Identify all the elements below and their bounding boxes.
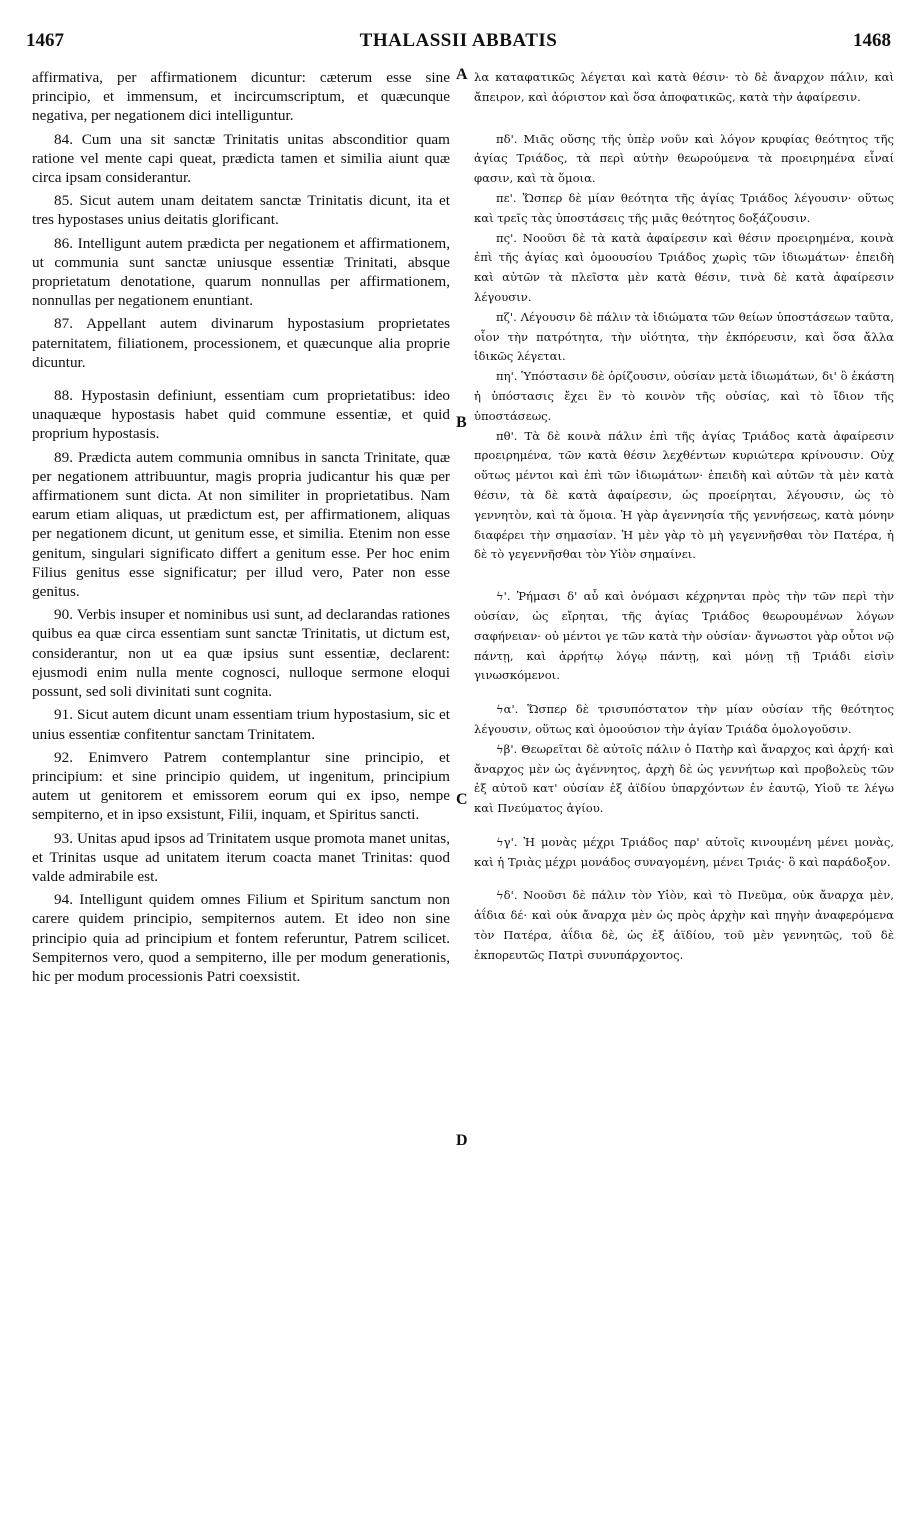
- latin-paragraph: 85. Sicut autem unam deitatem sanctæ Trinitatis dicunt, ita et tres hypostases unius deitatis glorificant.: [32, 192, 450, 229]
- page-number-right: 1468: [853, 30, 891, 51]
- latin-paragraph: 84. Cum una sit sanctæ Trinitatis unitas absconditior quam ratione vel mente capi queat, prædicta tamen et similia aiunt quæ circa ipsam considerantur.: [32, 130, 450, 187]
- greek-paragraph: πδ'. Μιᾶς οὔσης τῆς ὑπὲρ νοῦν καὶ λόγον κρυφίας θεότητος τῆς ἁγίας Τριάδος, τὰ περὶ αὐτὴν θεωρούμενα τὰ προειρημένα εἶναί φασιν, καὶ τὰ ὅμοια.: [474, 131, 894, 186]
- latin-paragraph: 90. Verbis insuper et nominibus usi sunt, ad declarandas rationes quibus ea quæ circa essentiam sunt sanctæ Trinitatis, ut dictum est, considerantur, non ut ea quæ ipsius sunt essentiæ, declarent: ejusmodi enim nulla mente cognosci, nulloque sermone eloqui possunt, sed soli divinitati sunt cognita.: [32, 606, 450, 701]
- section-marker-a: A: [456, 66, 468, 83]
- greek-paragraph: ϟγ'. Ἡ μονὰς μέχρι Τριάδος παρ' αὐτοῖς κινουμένη μένει μονὰς, καὶ ἡ Τριὰς μέχρι μονάδος συναγομένη, μένει Τριάς· ὃ καὶ παράδοξον.: [474, 834, 894, 869]
- running-header: [26, 30, 891, 60]
- greek-paragraph: πε'. Ὥσπερ δὲ μίαν θεότητα τῆς ἁγίας Τριάδος λέγουσιν· οὕτως καὶ τρεῖς τὰς ὑποστάσεις τῆς μιᾶς θεότητος δοξάζουσιν.: [474, 190, 894, 225]
- running-title: THALASSII ABBATIS: [359, 30, 558, 51]
- greek-paragraph: λα καταφατικῶς λέγεται καὶ κατὰ θέσιν· τὸ δὲ ἄναρχον πάλιν, καὶ ἄπειρον, καὶ ἀόριστον καὶ ὅσα ἀποφατικῶς, κατὰ τὴν ἀφαίρεσιν.: [474, 70, 894, 104]
- greek-paragraph: ϟδ'. Νοοῦσι δὲ πάλιν τὸν Υἱὸν, καὶ τὸ Πνεῦμα, οὐκ ἄναρχα μὲν, ἀΐδια δέ· καὶ οὐκ ἄναρχα μὲν ὡς πρὸς ἀρχὴν καὶ πηγὴν ἀναφερόμενα τὸν Πατέρα, ἀΐδια δὲ, ὡς ἐξ ἀϊδίου, τοῦ μὲν γεννητῶς, τοῦ δὲ ἐκπορευτῶς Πατρὶ συνυπάρχοντος.: [474, 888, 894, 962]
- latin-paragraph: 91. Sicut autem dicunt unam essentiam trium hypostasium, sic et unius essentiæ confitentur sanctam Trinitatem.: [32, 706, 450, 743]
- greek-paragraph: ϟα'. Ὥσπερ δὲ τρισυπόστατον τὴν μίαν οὐσίαν τῆς θεότητος λέγουσιν, οὕτως καὶ ὁμοούσιον τὴν ἁγίαν Τριάδα ὁμολογοῦσιν.: [474, 702, 894, 736]
- latin-paragraph: 94. Intelligunt quidem omnes Filium et Spiritum sanctum non carere quidem principio, sempiternos autem. Et ideo non sine principio quia ad principium et fontem referuntur, Patrem scilicet. Sempiternos vero, quod a sempiterno, ille per modum generationis, hic per modum processionis Patri coexsistit.: [32, 891, 450, 985]
- latin-paragraph: affirmativa, per affirmationem dicuntur: cæterum esse sine principio, et immensum, et incircumscriptum, et quæcunque negativa, per negationem dici intelliguntur.: [32, 69, 450, 125]
- greek-paragraph: πζ'. Λέγουσιν δὲ πάλιν τὰ ἰδιώματα τῶν θείων ὑποστάσεων ταῦτα, οἷον τὴν πατρότητα, τὴν υἱότητα, τὴν ἐκπόρευσιν, καὶ ὅσα ἄλλα ἰδικῶς λέγεται.: [474, 309, 894, 364]
- greek-paragraph: πς'. Νοοῦσι δὲ τὰ κατὰ ἀφαίρεσιν καὶ θέσιν προειρημένα, κοινὰ ἐπὶ τῆς ἁγίας καὶ ὁμοουσίου Τριάδος χωρὶς τῶν ἰδιωμάτων· ἐπειδὴ καὶ αὐτῶν τὰ πλεῖστα μὲν κατὰ θέσιν, τινὰ δὲ κατὰ ἀφαίρεσιν λέγουσιν.: [474, 230, 894, 304]
- latin-paragraph: 93. Unitas apud ipsos ad Trinitatem usque promota manet unitas, et Trinitas usque ad unitatem iterum coacta manet Trinitas: quod valde admirabile est.: [32, 829, 450, 885]
- latin-paragraph: 87. Appellant autem divinarum hypostasium proprietates paternitatem, filiationem, processionem, et quæcunque alia proprie dicuntur.: [32, 315, 450, 371]
- greek-paragraph: πθ'. Τὰ δὲ κοινὰ πάλιν ἐπὶ τῆς ἁγίας Τριάδος κατὰ ἀφαίρεσιν προειρημένα, τῶν κατὰ θέσιν λεχθέντων κυριώτερα κρίνουσιν. Οὐχ οὕτως μέντοι καὶ ἐπὶ τῶν ἰδιωμάτων· ἐπειδὴ καὶ αὐτῶν τὰ μὲν κατὰ θέσιν, τὰ δὲ κατὰ ἀφαίρεσιν, ὡς προείρηται, λέγουσιν, ὡς τὸ γεννητὸν, καὶ τὰ ὅμοια. Ἡ γὰρ ἀγεννησία τῆς γεννήσεως, κατὰ μόνην διαφέρει τὴν σημασίαν. Ἡ μὲν γὰρ τὸ μὴ γεγεννῆσθαι τὸν Πατέρα, ἡ δὲ τὸ γεγεννῆσθαι τὸν Υἱὸν σημαίνει.: [474, 428, 894, 562]
- greek-paragraph: ϟ'. Ῥήμασι δ' αὖ καὶ ὀνόμασι κέχρηνται πρὸς τὴν τῶν περὶ τὴν οὐσίαν, ὡς εἴρηται, τῆς ἁγίας Τριάδος θεωρουμένων λόγων σαφήνειαν· οὐ μέντοι γε τῶν κατὰ τὴν οὐσίαν· ἄγνωστοι γὰρ οὗτοι νῷ πάντῃ, καὶ ἀρρήτῳ λόγῳ πάντῃ, καὶ μόνῃ τῇ Τριάδι εἰσὶν γινωσκόμενοι.: [474, 589, 894, 683]
- latin-paragraph: 89. Prædicta autem communia omnibus in sancta Trinitate, quæ per negationem attribuuntur, magis propria judicantur his quæ per affirmationem sunt dicta. At non similiter in proprietatibus. Nam earum etiam aliquas, ut prædictum est, per affirmationem, aliquas per negationem dicunt, ut genitum esse, et similia. Etenim non esse genitum, singulari significato differt a genitum esse. Per hoc enim Filius genitus esse significatur; per illud vero, Pater non esse genitus.: [32, 448, 450, 601]
- latin-paragraph: 88. Hypostasin definiunt, essentiam cum proprietatibus: ideo unaquæque hypostasis habet quid commune essentiæ, et quid proprium hypostasis.: [32, 387, 450, 443]
- section-marker-b: B: [456, 414, 467, 431]
- latin-column: [32, 68, 450, 986]
- greek-paragraph: πη'. Ὑπόστασιν δὲ ὁρίζουσιν, οὐσίαν μετὰ ἰδιωμάτων, δι' ὃ ἑκάστη ἡ ὑπόστασις ἔχει ἓν τὸ κοινὸν τῆς οὐσίας, καὶ τὸ ἴδιον τῆς ὑποστάσεως.: [474, 369, 894, 423]
- latin-paragraph: 92. Enimvero Patrem contemplantur sine principio, et principium: et sine principio quidem, ut ingenitum, principium autem ut genitorem et emissorem eorum qui ex ipso, nempe sempiterno, et in ipso exsistunt, Filii, inquam, et Spiritus sancti.: [32, 748, 450, 824]
- greek-column: [474, 68, 894, 966]
- greek-paragraph: ϟβ'. Θεωρεῖται δὲ αὐτοῖς πάλιν ὁ Πατὴρ καὶ ἄναρχος καὶ ἀρχή· καὶ ἄναρχος μὲν ὡς ἀγέννητος, ἀρχὴ δὲ ὡς γεννήτωρ καὶ προβολεὺς τῶν ἐξ αὐτοῦ κατ' οὐσίαν ἐξ ἀϊδίου ὑπαρχόντων ἐν ἑαυτῷ, Υἱοῦ τε λέγω καὶ Πνεύματος ἁγίου.: [474, 741, 894, 816]
- section-marker-d: D: [456, 1132, 468, 1149]
- latin-paragraph: 86. Intelligunt autem prædicta per negationem et affirmationem, ut communia sunt sanctæ uniusque essentiæ Trinitati, absque proprietatum denotatione, quarum nonnullas per affirmationem, nonnullas per negationem enuntiant.: [32, 234, 450, 310]
- page-number-left: 1467: [26, 30, 64, 51]
- section-marker-c: C: [456, 791, 468, 808]
